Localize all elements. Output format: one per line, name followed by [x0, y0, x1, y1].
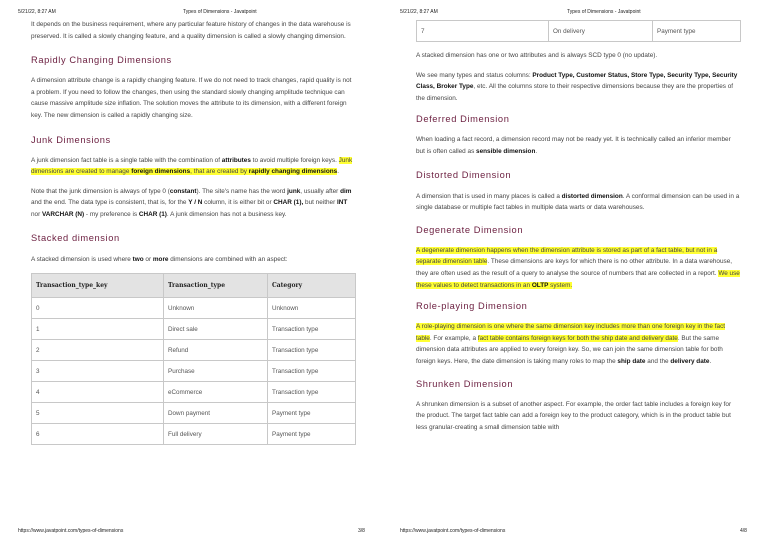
table-cell: Transaction type [268, 319, 356, 340]
column-header: Category [268, 274, 356, 298]
table-cell: Down payment [164, 403, 268, 424]
highlight: A role-playing dimension is one where the same dimension key includes more than one foreign key in the fact table [416, 323, 726, 342]
table-cell: Payment type [268, 424, 356, 445]
stacked-dimension-table-continued [416, 20, 741, 42]
pdf-page-4 [384, 0, 768, 543]
heading-rapidly-changing: Rapidly Changing Dimensions [31, 55, 172, 66]
highlight: A degenerate dimension happens when the dimension attribute is stored as part of a fact table, but not in a separate dimension table [416, 246, 718, 266]
table-row [32, 382, 356, 403]
highlight: We use these values to detect transactions in an OLTP system. [416, 269, 740, 289]
table-row [417, 21, 741, 42]
table-cell: Unknown [268, 298, 356, 319]
types-paragraph: We see many types and status columns: Product Type, Customer Status, Store Type, Security Type, Security Class, Broker Type, etc. All the columns store to their respective dimensions because they are the properties of the dimension. [416, 71, 738, 102]
heading-shrunken: Shrunken Dimension [416, 378, 514, 389]
table-header-row [32, 274, 356, 298]
distorted-paragraph: A dimension that is used in many places is called a distorted dimension. A conformal dimension can be used in a single database or multiple fact tables in multiple data warts or data warehouses. [416, 192, 740, 212]
highlight: Junk dimensions are created to manage foreign dimensions, that are created by rapidly changing dimensions [31, 156, 353, 176]
table-cell: Purchase [164, 361, 268, 382]
table-cell: 4 [32, 382, 164, 403]
table-row [32, 424, 356, 445]
stacked-paragraph: A stacked dimension is used where two or more dimensions are combined with an aspect: [31, 255, 288, 263]
header-title: Types of Dimensions - Javatpoint [183, 9, 257, 15]
table-cell: Unknown [164, 298, 268, 319]
table-cell: Direct sale [164, 319, 268, 340]
table-cell: eCommerce [164, 382, 268, 403]
stacked-dimension-table [31, 273, 356, 445]
table-row [32, 340, 356, 361]
role-playing-paragraph: A role-playing dimension is one where the same dimension key includes more than one foreign key in the fact table. For example, a fact table contains foreign keys for both the ship date and delivery date. But the same dimension data attributes are applied to every foreign key. So, we can join the same dimension table for both foreign keys. Here, the date dimension is taking many roles to map the ship date and the delivery date. [416, 323, 726, 365]
table-row [32, 403, 356, 424]
header-title: Types of Dimensions - Javatpoint [567, 9, 641, 15]
degenerate-paragraph: A degenerate dimension happens when the dimension attribute is stored as part of a fact table, but not in a separate dimension table. These dimensions are keys for which there is no other attribute. In a data warehouse, they are often used as the result of a query to analyse the source of numbers that are collected in a report. We use these values to detect transactions in an OLTP system. [416, 246, 740, 289]
column-header: Transaction_type [164, 274, 268, 298]
deferred-paragraph: When loading a fact record, a dimension record may not be ready yet. It is technically called an inferior member but is often called as sensible dimension. [416, 136, 731, 155]
junk-paragraph-2: Note that the junk dimension is always of type 0 (constant). The site's name has the word junk, usually after dim and the end. The data type is consistent, that is, for the Y / N column, it is either bit or CHAR (1), but neither INT nor VARCHAR (N) - my preference is CHAR (1). A junk dimension has not a business key. [31, 187, 352, 218]
table-cell: 7 [417, 21, 549, 42]
footer-page-number: 4/8 [740, 528, 747, 534]
table-cell: Transaction type [268, 361, 356, 382]
table-cell: 0 [32, 298, 164, 319]
content-column [416, 20, 741, 433]
table-cell: Payment type [268, 403, 356, 424]
table-cell: Refund [164, 340, 268, 361]
table-row [32, 298, 356, 319]
highlight: fact table contains foreign keys for both the ship date and delivery date [477, 334, 678, 342]
table-cell: 1 [32, 319, 164, 340]
table-cell: Full delivery [164, 424, 268, 445]
heading-role-playing: Role-playing Dimension [416, 301, 528, 312]
junk-paragraph-1: A junk dimension fact table is a single table with the combination of attributes to avoid multiple foreign keys. Junk dimensions are created to manage foreign dimensions, that are created by rapidly changing dimensions. [31, 156, 353, 176]
table-cell: On delivery [549, 21, 653, 42]
rapid-paragraph: A dimension attribute change is a rapidly changing feature. If we do not need to track changes, rapid quality is not a problem. If you need to follow the changes, then using the standard slowly changing amplitude technique can cause massive amplitude size inflation. The solution moves the attribute to its dimension, with a different foreign key. The new dimension is called a rapidly changing size. [31, 77, 352, 119]
table-cell: 2 [32, 340, 164, 361]
footer-url: https://www.javatpoint.com/types-of-dimensions [18, 528, 124, 534]
table-cell: 3 [32, 361, 164, 382]
heading-degenerate: Degenerate Dimension [416, 224, 524, 235]
shrunken-paragraph: A shrunken dimension is a subset of another aspect. For example, the order fact table includes a foreign key for the product. The target fact table can add a foreign key to the product category, which is in the product table but less granular-creating a small dimension table with [416, 400, 732, 431]
heading-stacked: Stacked dimension [31, 232, 120, 243]
heading-junk: Junk Dimensions [31, 134, 111, 145]
footer-url: https://www.javatpoint.com/types-of-dimensions [400, 528, 506, 534]
table-cell: Transaction type [268, 340, 356, 361]
table-cell: 5 [32, 403, 164, 424]
column-header: Transaction_type_key [32, 274, 164, 298]
content-column [31, 19, 356, 445]
header-datetime: 5/21/22, 8:27 AM [18, 9, 56, 15]
table-row [32, 319, 356, 340]
heading-distorted: Distorted Dimension [416, 169, 512, 180]
intro-paragraph: It depends on the business requirement, where any particular feature history of changes in the data warehouse is preserved. It is called a slowly changing feature, and a quality dimension is called a slowly changing dimension. [31, 21, 351, 40]
heading-deferred: Deferred Dimension [416, 114, 510, 125]
footer-page-number: 3/8 [358, 528, 365, 534]
stacked-note-paragraph: A stacked dimension has one or two attributes and is always SCD type 0 (no update). [416, 52, 658, 59]
header-datetime: 5/21/22, 8:27 AM [400, 9, 438, 15]
table-cell: 6 [32, 424, 164, 445]
table-cell: Payment type [653, 21, 741, 42]
table-cell: Transaction type [268, 382, 356, 403]
table-row [32, 361, 356, 382]
